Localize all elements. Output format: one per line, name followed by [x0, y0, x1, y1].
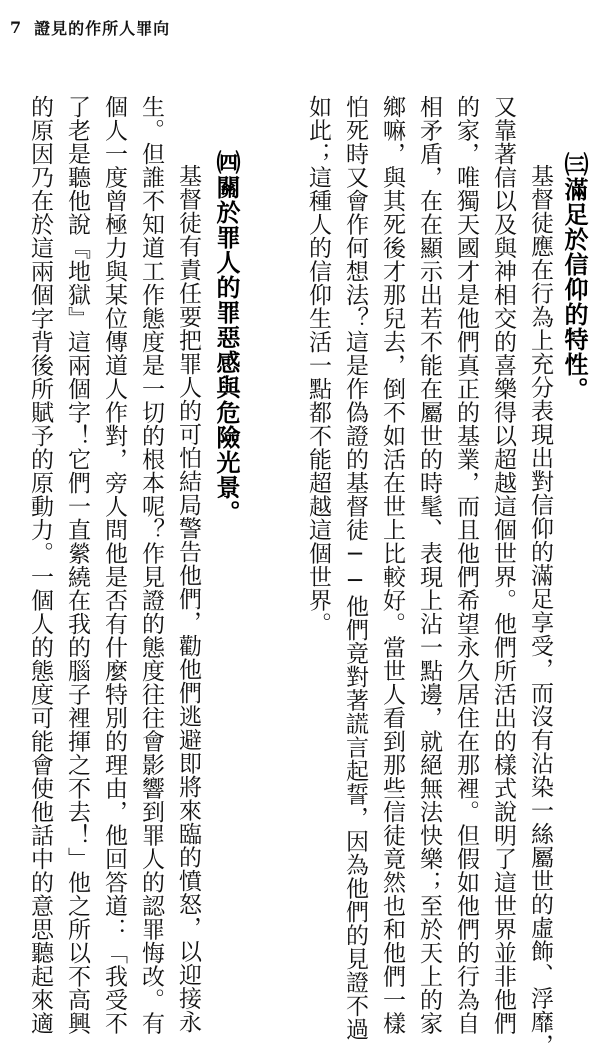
section-4-line-2: 生。但誰不知道工作態度是一切的根本呢？作見證的態度往往會影響到罪人的認罪悔改。有	[138, 95, 164, 1035]
section-3-line-5: 鄉嘛，與其死後才那兒去，倒不如活在世上比較好。當世人看到那些信徒竟然也和他們一樣	[379, 95, 405, 1035]
section-4-line-5: 的原因乃在於這兩個字背後所賦予的原動力。一個人的態度可能會使他話中的意思聽起來適	[27, 95, 53, 1035]
running-title: 證見的作所人罪向	[34, 18, 171, 38]
section-3-heading: ㈢滿足於信仰的特性。	[560, 152, 588, 402]
section-3-line-3: 的家，唯獨天國才是他們真正的基業，而且他們希望永久居住在那裡。但假如他們的行為自	[453, 95, 479, 1035]
section-4-line-1: 基督徒有責任要把罪人的可怕結局警告他們，勸他們逃避即將來臨的憤怒，以迎接永	[175, 164, 201, 1034]
section-4-line-4: 了老是聽他說『地獄』這兩個字！它們一直縈繞在我的腦子裡揮之不去！」他之所以不高興	[64, 95, 90, 1035]
running-header	[10, 10, 170, 44]
section-3-line-2: 又靠著信以及與神相交的喜樂得以超越這個世界。他們所活出的樣式說明了這世界並非他們	[490, 95, 516, 1035]
page-number: 7	[10, 17, 23, 37]
section-4-line-3: 個人一度曾極力與某位傳道人作對，旁人問他是否有什麼特別的理由，他回答道：「我受不	[101, 95, 127, 1035]
section-3-line-7: 如此；這種人的信仰生活一點都不能超越這個世界。	[305, 95, 331, 636]
section-3-line-4: 相矛盾，在在顯示出若不能在屬世的時髦、表現上沾一點邊，就絕無法快樂；至於天上的家	[416, 95, 442, 1035]
section-3-line-6: 怕死時又會作何想法？這是作偽證的基督徒──他們竟對著謊言起誓，因為他們的見證不過	[342, 95, 368, 1041]
section-3-line-1: 基督徒應在行為上充分表現出對信仰的滿足享受，而沒有沾染一絲屬世的虛飾、浮靡，	[527, 164, 553, 1057]
section-4-heading: ㈣關於罪人的罪惡感與危險光景。	[212, 150, 240, 525]
